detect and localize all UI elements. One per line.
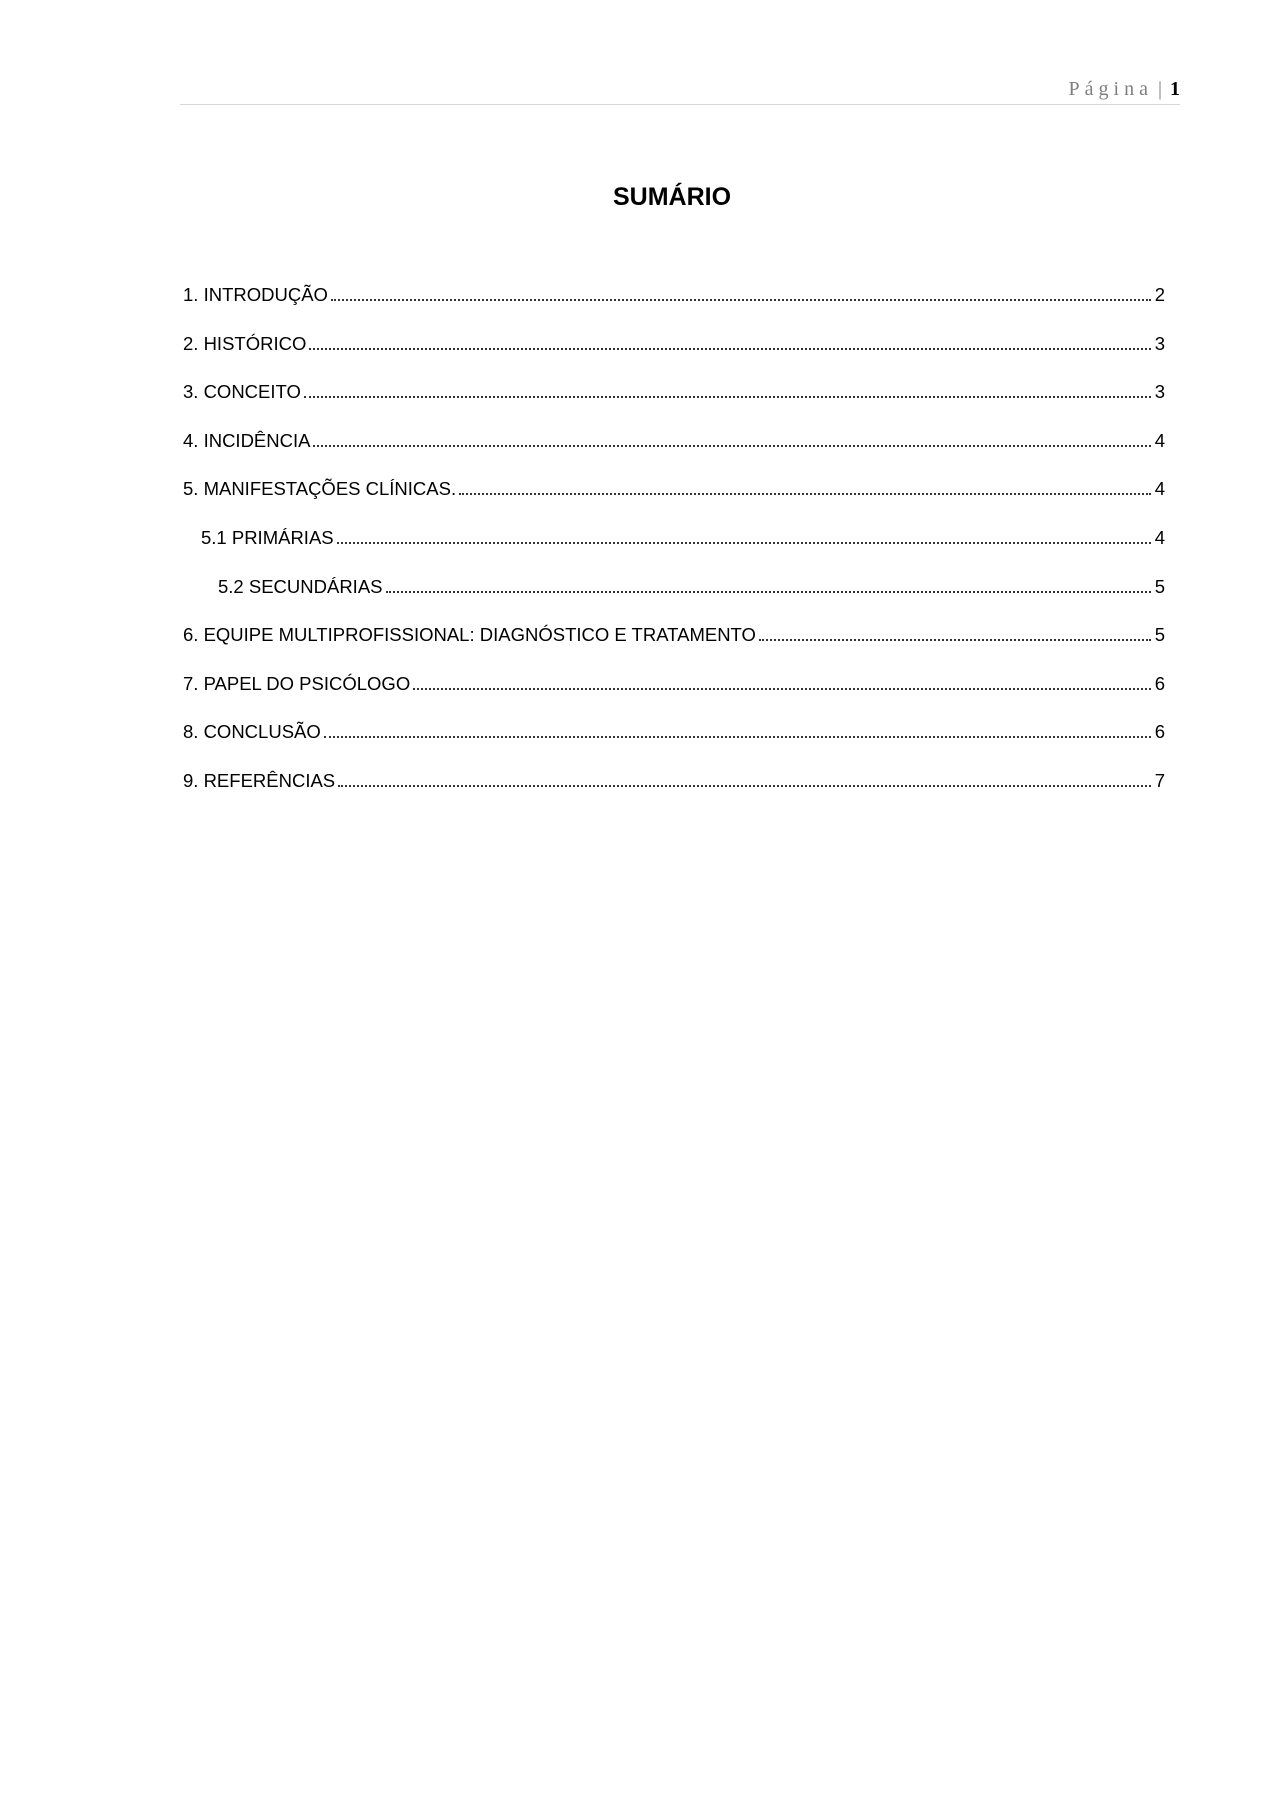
toc-entry[interactable] [183, 720, 1165, 769]
toc-dot-leader [313, 445, 1150, 447]
toc-entry-page: 2 [1154, 284, 1165, 305]
toc-entry-page: 4 [1154, 526, 1165, 548]
toc-entry[interactable] [183, 526, 1165, 575]
toc-entry-page: 4 [1154, 429, 1165, 451]
toc-dot-leader [386, 591, 1151, 593]
page-number-block [1069, 76, 1180, 102]
toc-entry-label: 7. PAPEL DO PSICÓLOGO [183, 672, 411, 694]
table-of-contents [183, 283, 1165, 818]
toc-entry-page: 5 [1154, 575, 1165, 597]
toc-entry-label: 5. MANIFESTAÇÕES CLÍNICAS. [183, 478, 457, 500]
toc-entry-page: 3 [1154, 381, 1165, 403]
toc-entry-page: 4 [1154, 478, 1165, 500]
toc-entry[interactable] [183, 380, 1165, 429]
toc-entry-label: 3. CONCEITO [183, 381, 301, 403]
toc-entry-label: 8. CONCLUSÃO [183, 721, 321, 743]
toc-entry-page: 3 [1154, 332, 1165, 354]
toc-entry-page: 5 [1154, 624, 1165, 646]
page-separator: | [1157, 78, 1162, 100]
toc-entry[interactable] [183, 283, 1165, 332]
toc-entry[interactable] [183, 623, 1165, 672]
toc-entry[interactable] [183, 332, 1165, 381]
toc-entry-page: 7 [1154, 769, 1165, 791]
toc-entry[interactable] [183, 429, 1165, 478]
toc-dot-leader [304, 396, 1151, 398]
toc-dot-leader [309, 348, 1150, 350]
toc-entry[interactable] [183, 769, 1165, 818]
page-number: 1 [1170, 78, 1180, 100]
toc-dot-leader [324, 736, 1151, 738]
page-label: Página [1068, 78, 1153, 100]
page-header [180, 76, 1180, 105]
toc-entry-label: 5.1 PRIMÁRIAS [201, 526, 334, 548]
toc-dot-leader [331, 299, 1151, 301]
toc-dot-leader [413, 688, 1150, 690]
toc-dot-leader [337, 542, 1151, 544]
toc-entry[interactable] [183, 672, 1165, 721]
toc-dot-leader [338, 785, 1151, 787]
toc-entry-label: 1. INTRODUÇÃO [183, 284, 328, 305]
toc-entry[interactable] [183, 575, 1165, 624]
toc-entry[interactable] [183, 477, 1165, 526]
toc-entry-label: 4. INCIDÊNCIA [183, 429, 311, 451]
toc-entry-label: 5.2 SECUNDÁRIAS [218, 575, 383, 597]
page-title: SUMÁRIO [612, 183, 732, 211]
toc-entry-page: 6 [1154, 721, 1165, 743]
toc-entry-label: 2. HISTÓRICO [183, 332, 307, 354]
toc-dot-leader [759, 639, 1151, 641]
toc-entry-label: 6. EQUIPE MULTIPROFISSIONAL: DIAGNÓSTICO E TRATAMENTO [183, 624, 756, 646]
toc-entry-page: 6 [1154, 672, 1165, 694]
toc-entry-label: 9. REFERÊNCIAS [183, 769, 336, 791]
toc-dot-leader [459, 493, 1151, 495]
